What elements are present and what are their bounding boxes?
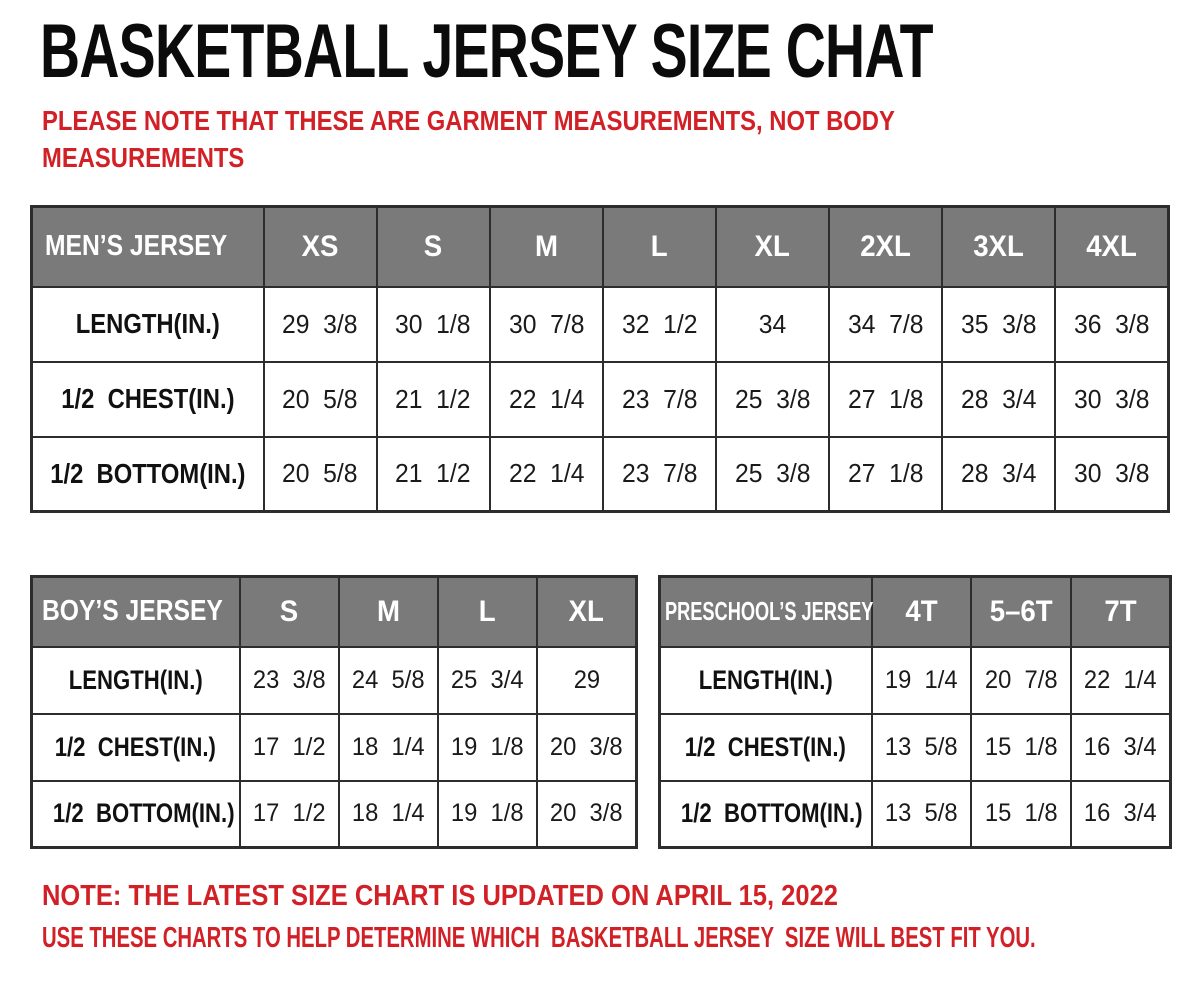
size-value-cell: 20 5/8 [264,437,377,512]
preschool-bottom-row [660,781,1171,848]
size-column-header: XL [716,207,829,287]
size-column-header: M [339,577,438,647]
boys-size-table [30,575,638,849]
size-value-cell: 18 1/4 [339,714,438,781]
size-column-header: 4T [872,577,972,647]
row-label-cell: LENGTH(IN.) [660,647,872,714]
mens-bottom-row [32,437,1169,512]
size-value-cell: 13 5/8 [872,781,972,848]
size-value-cell: 19 1/4 [872,647,972,714]
size-value-cell: 29 3/8 [264,287,377,362]
size-value-cell: 19 1/8 [438,781,537,848]
table-name-cell: BOY’S JERSEY [32,577,240,647]
size-value-cell: 22 1/4 [1071,647,1171,714]
size-value-cell: 20 7/8 [971,647,1071,714]
size-column-header: 5–6T [971,577,1071,647]
row-label-cell: 1/2 BOTTOM(IN.) [32,781,240,848]
preschool-chest-row [660,714,1171,781]
boys-bottom-row [32,781,637,848]
size-value-cell: 20 3/8 [537,714,636,781]
row-label-cell: LENGTH(IN.) [32,647,240,714]
size-value-cell: 28 3/4 [942,437,1055,512]
size-value-cell: 17 1/2 [240,714,339,781]
size-value-cell: 25 3/8 [716,437,829,512]
size-value-cell: 17 1/2 [240,781,339,848]
size-value-cell: 34 [716,287,829,362]
row-label-cell: 1/2 BOTTOM(IN.) [660,781,872,848]
row-label-cell: 1/2 BOTTOM(IN.) [32,437,264,512]
size-column-header: XL [537,577,636,647]
update-date-note: NOTE: THE LATEST SIZE CHART IS UPDATED ON APRIL 15, 2022 [42,880,838,912]
boys-header-row [32,577,637,647]
size-column-header: S [240,577,339,647]
size-value-cell: 30 3/8 [1055,437,1168,512]
size-value-cell: 23 7/8 [603,437,716,512]
size-value-cell: 30 3/8 [1055,362,1168,437]
garment-measurement-note [42,102,1045,176]
size-value-cell: 20 3/8 [537,781,636,848]
table-name-cell: PRESCHOOL’S JERSEY [660,577,872,647]
size-value-cell: 23 3/8 [240,647,339,714]
preschool-size-table [658,575,1172,849]
mens-size-table [30,205,1170,513]
size-value-cell: 21 1/2 [377,437,490,512]
size-value-cell: 30 1/8 [377,287,490,362]
size-value-cell: 15 1/8 [971,714,1071,781]
mens-length-row [32,287,1169,362]
garment-note-line2: MEASUREMENTS [42,142,245,173]
garment-note-line1: PLEASE NOTE THAT THESE ARE GARMENT MEASUREMENTS, NOT BODY [42,105,895,136]
size-value-cell: 16 3/4 [1071,714,1171,781]
size-value-cell: 34 7/8 [829,287,942,362]
size-value-cell: 29 [537,647,636,714]
size-value-cell: 32 1/2 [603,287,716,362]
mens-chest-row [32,362,1169,437]
size-value-cell: 22 1/4 [490,437,603,512]
size-value-cell: 24 5/8 [339,647,438,714]
size-value-cell: 35 3/8 [942,287,1055,362]
size-value-cell: 21 1/2 [377,362,490,437]
size-column-header: 2XL [829,207,942,287]
size-column-header: 4XL [1055,207,1168,287]
size-value-cell: 18 1/4 [339,781,438,848]
size-column-header: M [490,207,603,287]
boys-chest-row [32,714,637,781]
row-label-cell: 1/2 CHEST(IN.) [32,362,264,437]
size-value-cell: 23 7/8 [603,362,716,437]
table-name-cell: MEN’S JERSEY [32,207,264,287]
size-value-cell: 20 5/8 [264,362,377,437]
size-value-cell: 19 1/8 [438,714,537,781]
boys-length-row [32,647,637,714]
size-column-header: L [438,577,537,647]
size-value-cell: 28 3/4 [942,362,1055,437]
size-value-cell: 25 3/8 [716,362,829,437]
size-column-header: L [603,207,716,287]
size-value-cell: 27 1/8 [829,437,942,512]
row-label-cell: 1/2 CHEST(IN.) [32,714,240,781]
row-label-cell: 1/2 CHEST(IN.) [660,714,872,781]
size-value-cell: 22 1/4 [490,362,603,437]
size-column-header: XS [264,207,377,287]
page-title: BASKETBALL JERSEY SIZE CHAT [40,9,933,94]
size-value-cell: 36 3/8 [1055,287,1168,362]
size-column-header: 3XL [942,207,1055,287]
mens-header-row [32,207,1169,287]
size-value-cell: 27 1/8 [829,362,942,437]
size-value-cell: 16 3/4 [1071,781,1171,848]
size-value-cell: 15 1/8 [971,781,1071,848]
size-value-cell: 13 5/8 [872,714,972,781]
preschool-length-row [660,647,1171,714]
row-label-cell: LENGTH(IN.) [32,287,264,362]
size-column-header: S [377,207,490,287]
preschool-header-row [660,577,1171,647]
usage-note: USE THESE CHARTS TO HELP DETERMINE WHICH BASKETBALL JERSEY SIZE WILL BEST FIT YOU. [42,922,1036,954]
size-value-cell: 30 7/8 [490,287,603,362]
size-column-header: 7T [1071,577,1171,647]
size-value-cell: 25 3/4 [438,647,537,714]
